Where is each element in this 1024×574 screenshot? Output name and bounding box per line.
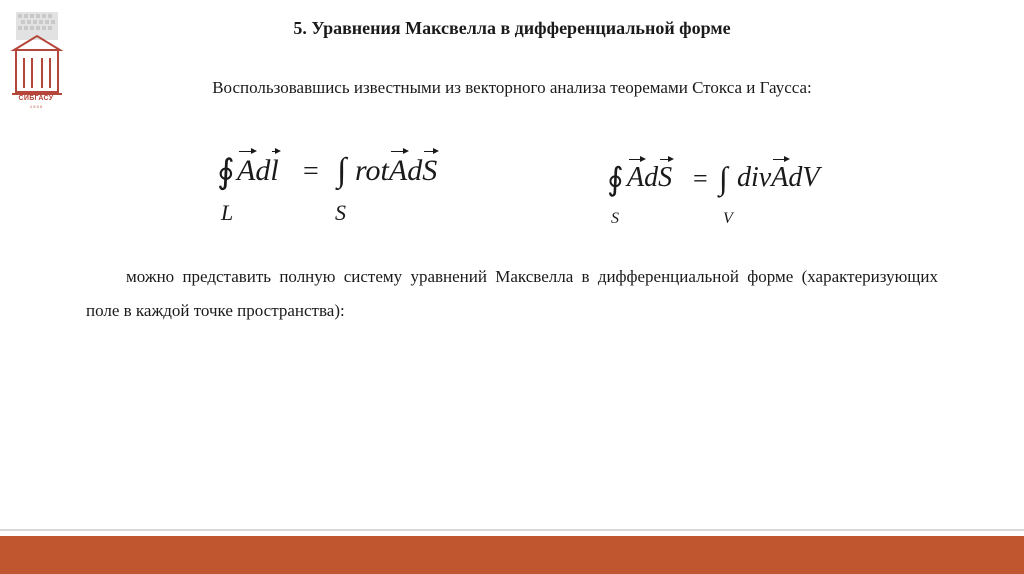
footer-bar	[0, 536, 1024, 574]
vector-s: S	[658, 162, 673, 193]
lower-limit-s: S	[335, 200, 346, 225]
vector-s: S	[422, 154, 438, 187]
closed-surface-integral-symbol: ∮	[607, 161, 624, 197]
slide-title: 5. Уравнения Максвелла в дифференциальной форме	[293, 18, 731, 38]
lower-limit-v: V	[723, 210, 733, 227]
equals-sign: =	[303, 156, 319, 187]
vector-a-rhs: A	[771, 162, 789, 193]
gauss-rhs	[737, 162, 819, 194]
body-paragraph: можно представить полную систему уравнений Максвелла в дифференциальной форме (характеризующих поле в каждой точке пространства):	[86, 267, 938, 320]
stokes-rhs	[355, 154, 437, 188]
contour-integral-symbol: ∮	[217, 154, 235, 191]
equals-sign: =	[693, 164, 708, 193]
stokes-d: d	[255, 154, 271, 187]
footer-divider	[0, 529, 1024, 531]
surface-integral-symbol: ∫	[337, 152, 347, 189]
volume-integral-symbol: ∫	[719, 160, 728, 196]
gauss-formula	[605, 158, 865, 238]
vector-l: l	[270, 154, 279, 187]
stokes-lhs	[237, 154, 279, 188]
gauss-d: d	[644, 162, 659, 193]
gauss-dv: dV	[788, 162, 820, 193]
logo-subcaption: 1 9 3 0	[29, 104, 43, 109]
intro-text: Воспользовавшись известными из векторного анализа теоремами Стокса и Гаусса:	[212, 78, 812, 97]
stokes-formula	[215, 144, 485, 234]
gauss-lhs	[627, 162, 672, 194]
vector-a: A	[237, 154, 256, 187]
vector-a-rhs: A	[388, 154, 408, 187]
lower-limit-s: S	[611, 210, 619, 227]
div-operator: div	[737, 162, 772, 193]
rot-operator: rot	[355, 154, 389, 187]
vector-a: A	[627, 162, 645, 193]
stokes-d-rhs: d	[407, 154, 423, 187]
lower-limit-l: L	[221, 200, 234, 225]
logo-caption: СИБГАСУ	[18, 95, 54, 102]
